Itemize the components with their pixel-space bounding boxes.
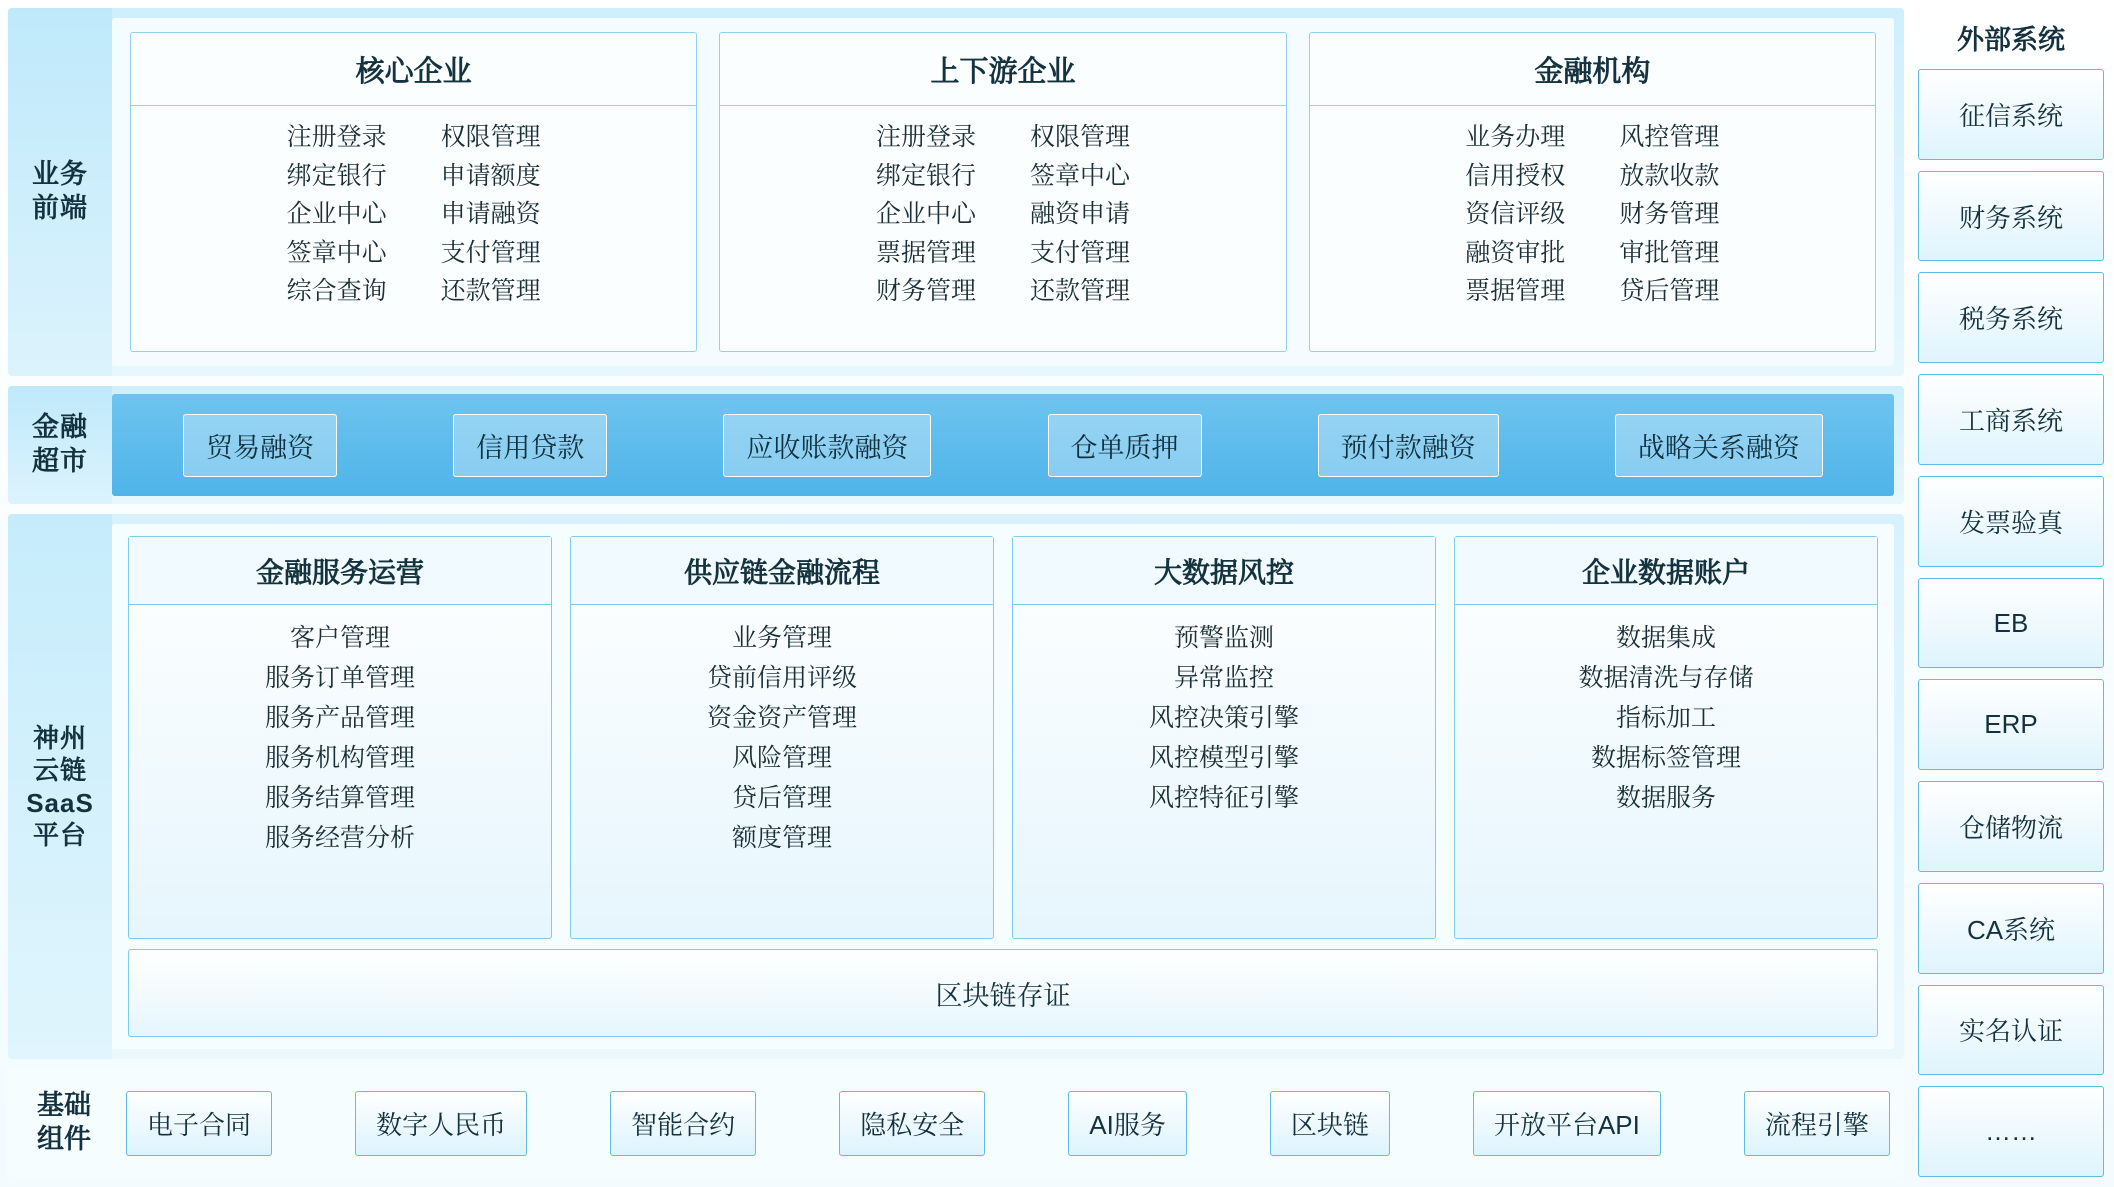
- front-item[interactable]: 还款管理: [1029, 277, 1130, 305]
- band-business-frontend: [8, 8, 1904, 376]
- front-item[interactable]: 签章中心: [286, 238, 387, 267]
- saas-item[interactable]: 风控模型引擎: [1148, 744, 1299, 772]
- market-chip-trade-finance[interactable]: 贸易融资: [183, 414, 337, 477]
- market-chip-receivables-finance[interactable]: 应收账款融资: [723, 414, 931, 477]
- saas-card-title: 企业数据账户: [1455, 537, 1877, 605]
- band-label-saas-platform: 神州 云链 SaaS 平台: [8, 514, 112, 1059]
- external-chip-more[interactable]: ……: [1918, 1086, 2104, 1177]
- saas-card-title: 大数据风控: [1013, 537, 1435, 605]
- base-chip-process-engine[interactable]: 流程引擎: [1744, 1091, 1890, 1156]
- front-card-core-enterprise[interactable]: [130, 32, 697, 352]
- front-item[interactable]: 企业中心: [875, 200, 976, 228]
- front-item[interactable]: 融资审批: [1465, 238, 1566, 267]
- external-systems-title: 外部系统: [1957, 25, 2065, 55]
- front-item[interactable]: 综合查询: [286, 277, 387, 305]
- saas-card-supply-chain-finance-process[interactable]: [570, 536, 994, 939]
- band-body-saas-platform: [112, 514, 1904, 1059]
- base-chip-privacy-security[interactable]: 隐私安全: [839, 1091, 985, 1156]
- market-chip-credit-loan[interactable]: 信用贷款: [453, 414, 607, 477]
- band-label-base-components: 基础 组件: [37, 1090, 91, 1154]
- saas-card-enterprise-data-account[interactable]: [1454, 536, 1878, 939]
- front-card-title: 上下游企业: [720, 33, 1285, 106]
- market-chip-prepayment-finance[interactable]: 预付款融资: [1318, 414, 1499, 477]
- front-card-title: 金融机构: [1310, 33, 1875, 106]
- band-saas-platform: [8, 514, 1904, 1059]
- saas-item[interactable]: 贷后管理: [731, 784, 832, 812]
- external-chip-invoice-verification[interactable]: 发票验真: [1918, 476, 2104, 567]
- front-item[interactable]: 票据管理: [875, 238, 976, 267]
- front-item[interactable]: 信用授权: [1465, 161, 1566, 190]
- saas-item[interactable]: 数据清洗与存储: [1578, 664, 1754, 692]
- market-chip-warehouse-receipt-pledge[interactable]: 仓单质押: [1048, 414, 1202, 477]
- external-chip-ca-system[interactable]: CA系统: [1918, 883, 2104, 974]
- front-card-column-left: [1465, 120, 1565, 341]
- saas-card-title: 金融服务运营: [129, 537, 551, 605]
- front-card-column-right: [1619, 120, 1719, 341]
- front-item[interactable]: 风控管理: [1619, 123, 1720, 151]
- saas-item[interactable]: 风险管理: [731, 744, 832, 772]
- external-chip-eb[interactable]: EB: [1918, 578, 2104, 669]
- saas-item[interactable]: 风控特征引擎: [1148, 784, 1299, 812]
- front-item[interactable]: 财务管理: [1619, 200, 1720, 228]
- saas-item[interactable]: 服务经营分析: [264, 824, 415, 852]
- saas-item[interactable]: 服务产品管理: [264, 704, 415, 732]
- band-label-business-frontend: 业务 前端: [8, 8, 112, 376]
- front-item[interactable]: 申请融资: [440, 200, 541, 228]
- saas-item[interactable]: 数据集成: [1615, 624, 1716, 652]
- front-item[interactable]: 企业中心: [286, 200, 387, 228]
- base-chip-open-platform-api[interactable]: 开放平台API: [1473, 1091, 1661, 1156]
- saas-item[interactable]: 贷前信用评级: [706, 664, 857, 692]
- saas-item[interactable]: 数据服务: [1615, 784, 1716, 812]
- saas-card-title: 供应链金融流程: [571, 537, 993, 605]
- front-item[interactable]: 业务办理: [1465, 123, 1566, 151]
- front-item[interactable]: 融资申请: [1029, 200, 1130, 228]
- front-item[interactable]: 贷后管理: [1619, 277, 1720, 305]
- saas-item[interactable]: 异常监控: [1173, 664, 1274, 692]
- saas-item[interactable]: 风控决策引擎: [1148, 704, 1299, 732]
- front-item[interactable]: 权限管理: [1029, 123, 1130, 151]
- front-item[interactable]: 申请额度: [440, 161, 541, 190]
- front-item[interactable]: 审批管理: [1619, 238, 1720, 267]
- saas-item[interactable]: 客户管理: [289, 624, 390, 652]
- saas-item[interactable]: 业务管理: [731, 624, 832, 652]
- front-card-upstream-downstream-enterprise[interactable]: [719, 32, 1286, 352]
- saas-item[interactable]: 服务结算管理: [264, 784, 415, 812]
- saas-card-big-data-risk-control[interactable]: [1012, 536, 1436, 939]
- saas-item[interactable]: 数据标签管理: [1590, 744, 1741, 772]
- front-item[interactable]: 注册登录: [286, 123, 387, 151]
- saas-blockchain-evidence-bar[interactable]: 区块链存证: [128, 949, 1878, 1037]
- front-item[interactable]: 票据管理: [1465, 277, 1566, 305]
- front-card-column-left: [876, 120, 976, 341]
- external-chip-warehouse-logistics[interactable]: 仓储物流: [1918, 781, 2104, 872]
- front-item[interactable]: 还款管理: [440, 277, 541, 305]
- front-item[interactable]: 财务管理: [875, 277, 976, 305]
- front-item[interactable]: 支付管理: [1029, 238, 1130, 267]
- main-column: [8, 8, 1904, 1177]
- saas-item[interactable]: 资金资产管理: [706, 704, 857, 732]
- external-systems-panel: [1918, 8, 2104, 1177]
- front-card-title: 核心企业: [131, 33, 696, 106]
- external-chip-erp[interactable]: ERP: [1918, 679, 2104, 770]
- saas-item[interactable]: 预警监测: [1173, 624, 1274, 652]
- front-item[interactable]: 资信评级: [1465, 200, 1566, 228]
- external-chip-real-name-authentication[interactable]: 实名认证: [1918, 985, 2104, 1076]
- band-label-financial-supermarket: 金融 超市: [8, 386, 112, 504]
- saas-item[interactable]: 指标加工: [1615, 704, 1716, 732]
- base-chip-digital-rmb[interactable]: 数字人民币: [355, 1091, 527, 1156]
- external-chip-tax-system[interactable]: 税务系统: [1918, 272, 2104, 363]
- band-body-financial-supermarket: [112, 386, 1904, 504]
- front-item[interactable]: 支付管理: [440, 238, 541, 267]
- saas-item[interactable]: 额度管理: [731, 824, 832, 852]
- band-body-business-frontend: [112, 8, 1904, 376]
- external-chip-business-registration-system[interactable]: 工商系统: [1918, 374, 2104, 465]
- front-item[interactable]: 绑定银行: [286, 161, 387, 190]
- saas-item[interactable]: 服务订单管理: [264, 664, 415, 692]
- band-base-components: [8, 1069, 1904, 1177]
- external-chip-finance-system[interactable]: 财务系统: [1918, 171, 2104, 262]
- front-item[interactable]: 放款收款: [1619, 161, 1720, 190]
- front-item[interactable]: 注册登录: [875, 123, 976, 151]
- base-chip-smart-contract[interactable]: 智能合约: [610, 1091, 756, 1156]
- base-chip-electronic-contract[interactable]: 电子合同: [126, 1091, 272, 1156]
- base-chip-ai-service[interactable]: AI服务: [1068, 1091, 1187, 1156]
- front-card-column-right: [1030, 120, 1130, 341]
- band-financial-supermarket: [8, 386, 1904, 504]
- saas-item[interactable]: 服务机构管理: [264, 744, 415, 772]
- front-card-financial-institution[interactable]: [1309, 32, 1876, 352]
- front-card-column-right: [441, 120, 541, 341]
- front-card-column-left: [287, 120, 387, 341]
- market-chip-strategic-relationship-finance[interactable]: 战略关系融资: [1615, 414, 1823, 477]
- base-chip-blockchain[interactable]: 区块链: [1270, 1091, 1390, 1156]
- external-chip-credit-system[interactable]: 征信系统: [1918, 69, 2104, 160]
- front-item[interactable]: 签章中心: [1029, 161, 1130, 190]
- front-item[interactable]: 权限管理: [440, 123, 541, 151]
- saas-card-financial-service-operation[interactable]: [128, 536, 552, 939]
- front-item[interactable]: 绑定银行: [875, 161, 976, 190]
